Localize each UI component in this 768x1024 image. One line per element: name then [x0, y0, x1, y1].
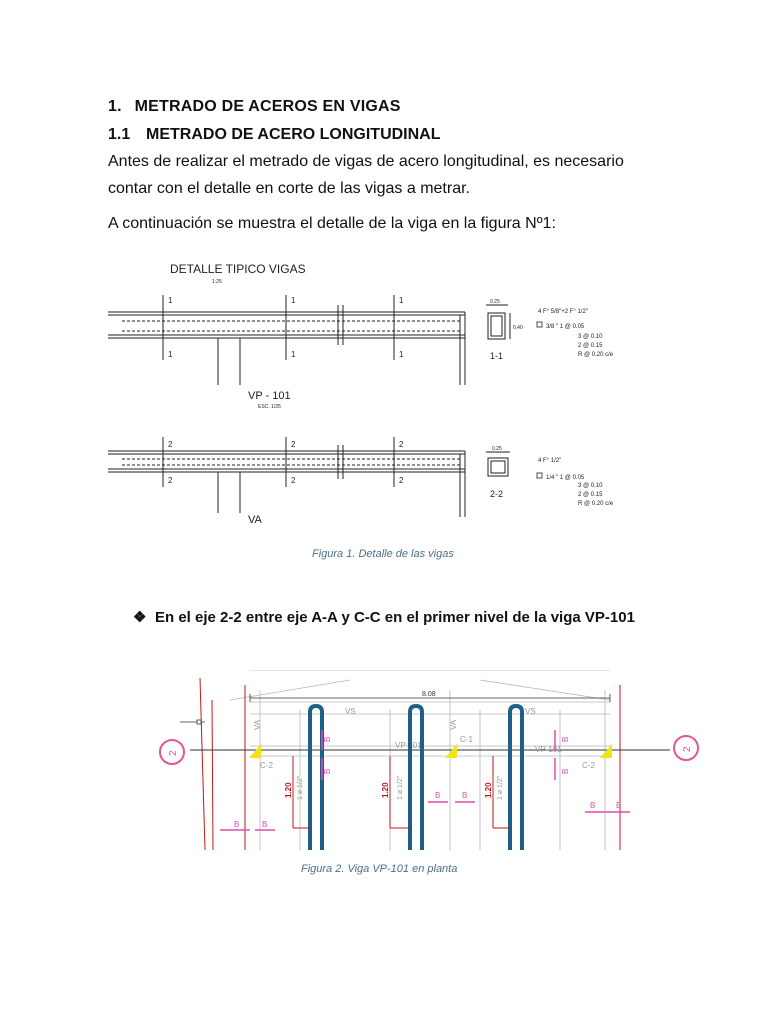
- beam-plan-figure: [150, 670, 710, 850]
- va-label-mid: VA: [449, 719, 458, 730]
- dim-120-c: 1.20: [484, 782, 493, 798]
- bullet-text: En el eje 2-2 entre eje A-A y C-C en el primer nivel de la viga VP-101: [155, 609, 635, 626]
- section-heading-1-1: [108, 126, 441, 144]
- beam-label-left: VP-101: [395, 741, 422, 750]
- axis-label-right: 2: [682, 746, 693, 752]
- section-1-1-name: 1-1: [490, 351, 504, 361]
- section-1-1-drawing: [486, 305, 510, 339]
- section-mark-2d: 2: [168, 476, 173, 485]
- intro-paragraph: Antes de realizar el metrado de vigas de acero longitudinal, es necesario contar con el detalle en corte de las vigas a metrar.: [108, 153, 624, 197]
- axis-bubble-left: [160, 740, 184, 764]
- beam-vp101-label: VP - 101: [248, 390, 291, 402]
- beam-vp101-scale: ESC. 1/25: [258, 404, 281, 410]
- b-marker-4: B: [462, 791, 468, 800]
- figure-title-scale: 1:25: [212, 279, 222, 285]
- diamond-bullet-icon: ❖: [133, 609, 147, 626]
- rebar-label-b: 1 ø 1/2": [397, 775, 404, 800]
- section-1-1-stirrup-4: R @ 0.20 c/e: [578, 352, 614, 358]
- section-2-2-stirrup-1: 1/4 " 1 @ 0.05: [546, 475, 585, 481]
- section-1-1-stirrup-1: 3/8 " 1 @ 0.05: [546, 324, 585, 330]
- vs-label-left: VS: [345, 707, 356, 716]
- dim-120-a: 1.20: [284, 782, 293, 798]
- b-marker-6: B: [616, 801, 622, 810]
- b-marker-3: B: [435, 791, 441, 800]
- beam-detail-figure: [100, 255, 680, 545]
- section-mark-2e: 2: [291, 476, 296, 485]
- bullet-item: [133, 608, 635, 626]
- column-label-mid: C-1: [460, 735, 473, 744]
- section-2-2-name: 2-2: [490, 489, 504, 499]
- b-marker-9: B: [561, 736, 570, 742]
- heading-1-number: 1.: [108, 98, 122, 115]
- beam-va-elevation: [108, 437, 465, 517]
- figure-1-caption: Figura 1. Detalle de las vigas: [312, 548, 454, 560]
- rebar-label-a: 1 ø 1/2": [297, 775, 304, 800]
- rebar-label-c: 1 ø 1/2": [497, 775, 504, 800]
- vs-label-right: VS: [525, 707, 536, 716]
- section-mark-2c: 2: [399, 440, 404, 449]
- va-label-left: VA: [253, 719, 262, 730]
- section-mark-1a: 1: [168, 296, 173, 305]
- section-1-1-bars: 4 F° 5/8"+2 F° 1/2": [538, 309, 588, 315]
- section-heading-1: [108, 98, 401, 116]
- b-marker-8: B: [323, 768, 332, 774]
- rebar-2: [410, 706, 422, 850]
- section-2-2-drawing: [486, 452, 510, 476]
- section-mark-1b: 1: [291, 296, 296, 305]
- column-label-right: C-2: [582, 761, 595, 770]
- section-2-2-width: 0.25: [492, 446, 502, 452]
- span-dimension: 8.08: [422, 691, 436, 698]
- section-1-1-stirrup-2: 3 @ 0.10: [578, 334, 603, 340]
- section-mark-1f: 1: [399, 350, 404, 359]
- section-mark-1e: 1: [291, 350, 296, 359]
- heading-2-text: METRADO DE ACERO LONGITUDINAL: [146, 126, 441, 143]
- section-mark-1c: 1: [399, 296, 404, 305]
- b-marker-1: B: [234, 820, 240, 829]
- dim-120-b: 1.20: [381, 782, 390, 798]
- section-mark-2f: 2: [399, 476, 404, 485]
- b-marker-7: B: [323, 736, 332, 742]
- beam-label-right: VP-101: [535, 745, 562, 754]
- section-mark-2a: 2: [168, 440, 173, 449]
- section-1-1-stirrup-3: 2 @ 0.15: [578, 343, 603, 349]
- section-mark-2b: 2: [291, 440, 296, 449]
- section-2-2-bars: 4 F° 1/2": [538, 458, 562, 464]
- rebar-3: [510, 706, 522, 850]
- section-mark-1d: 1: [168, 350, 173, 359]
- beam-va-label: VA: [248, 514, 262, 526]
- rebar-1: [310, 706, 322, 850]
- b-marker-10: B: [561, 768, 570, 774]
- b-marker-2: B: [262, 820, 268, 829]
- b-marker-5: B: [590, 801, 596, 810]
- section-1-1-width: 0.25: [490, 299, 500, 305]
- section-2-2-stirrup-4: R @ 0.20 c/e: [578, 501, 614, 507]
- axis-bubble-right: [674, 736, 698, 760]
- column-label-left: C-2: [260, 761, 273, 770]
- section-2-2-stirrup-3: 2 @ 0.15: [578, 492, 603, 498]
- section-1-1-height: 0,40: [513, 325, 523, 331]
- figure-reference-paragraph: A continuación se muestra el detalle de la viga en la figura Nº1:: [108, 215, 556, 232]
- heading-2-number: 1.1: [108, 126, 131, 143]
- figure-title: DETALLE TIPICO VIGAS: [170, 262, 306, 276]
- figure-2-caption: Figura 2. Viga VP-101 en planta: [301, 863, 458, 875]
- beam-vp101-elevation: [108, 295, 465, 385]
- axis-label-left: 2: [168, 750, 179, 756]
- section-2-2-stirrup-2: 3 @ 0.10: [578, 483, 603, 489]
- heading-1-text: METRADO DE ACEROS EN VIGAS: [134, 98, 401, 115]
